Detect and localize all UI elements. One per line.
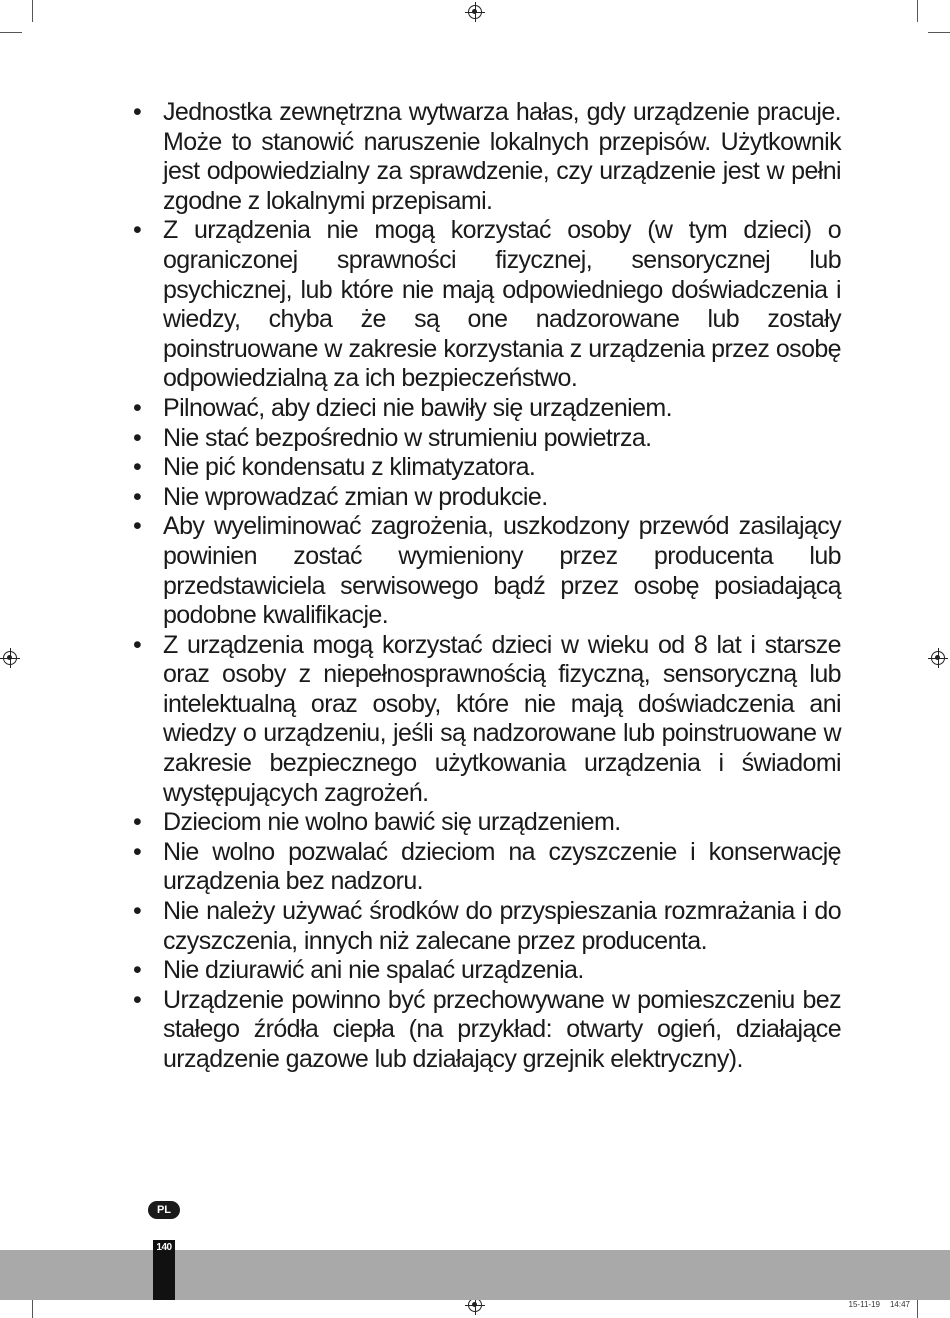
list-item-text: Urządzenie powinno być przechowywane w pomieszczeniu bez stałego źródła ciepła (na przykład: otwarty ogień, działające urządzenie gazowe lub działający grzejnik elektryczny). [163,985,841,1073]
list-item [133,897,841,956]
footer-bar [0,1250,950,1300]
bullet-icon: • [133,897,142,926]
list-item [133,631,841,809]
list-item [133,986,841,1075]
bullet-icon: • [133,453,142,482]
bullet-icon: • [133,837,142,866]
crop-mark [928,32,950,33]
bullet-icon: • [133,808,142,837]
list-item-text: Z urządzenia mogą korzystać dzieci w wieku od 8 lat i starsze oraz osoby z niepełnosprawnością fizyczną, sensoryczną lub intelektualną oraz osoby, które nie mają doświadczenia ani wiedzy o urządzeniu, jeśli są nadzorowane lub poinstruowane w zakresie bezpiecznego użytkowania urządzenia i świadomi występujących zagrożeń. [163,630,841,807]
list-item-text: Aby wyeliminować zagrożenia, uszkodzony przewód zasilający powinien zostać wymieniony przez producenta lub przedstawiciela serwisowego bądź przez osobę posiadającą podobne kwalifikacje. [163,512,841,630]
bullet-icon: • [133,985,142,1014]
list-item-text: Pilnować, aby dzieci nie bawiły się urządzeniem. [163,393,672,422]
crop-mark [32,0,33,22]
page-tab [153,1240,175,1300]
language-badge: PL [148,1201,180,1219]
list-item-text: Nie dziurawić ani nie spalać urządzenia. [163,956,584,985]
bullet-icon: • [133,512,142,541]
crop-mark [917,0,918,22]
list-item [133,483,841,513]
list-item-text: Z urządzenia nie mogą korzystać osoby (w tym dzieci) o ograniczonej sprawności fizycznej, sensorycznej lub psychicznej, lub które nie mają odpowiedniego doświadczenia i wiedzy, chyba że są one nadzorowane lub zostały poinstruowane w zakresie korzystania z urządzenia przez osobę odpowiedzialną za ich bezpieczeństwo. [163,216,841,393]
bullet-icon: • [133,98,142,126]
registration-mark-icon [468,5,482,19]
print-time: 14:47 [889,1300,910,1309]
list-item [133,512,841,630]
bullet-icon: • [133,482,142,511]
list-item-text: Jednostka zewnętrzna wytwarza hałas, gdy urządzenie pracuje. Może to stanowić naruszenie lokalnych przepisów. Użytkownik jest odpowiedzialny za sprawdzenie, czy urządzenie jest w pełni zgodne z lokalnymi przepisami. [163,98,841,215]
registration-mark-icon [468,1298,482,1312]
print-stamp [849,1300,910,1309]
print-date: 15-11-19 [848,1300,880,1309]
list-item [133,453,841,483]
safety-instructions-list [133,98,841,1075]
list-item-text: Nie wprowadzać zmian w produkcie. [163,482,548,511]
list-item [133,808,841,838]
bullet-icon: • [133,956,142,985]
list-item [133,216,841,394]
page-number: 140 [156,1242,172,1253]
list-item-text: Nie pić kondensatu z klimatyzatora. [163,453,536,482]
registration-mark-icon [3,651,17,665]
list-item-text: Nie należy używać środków do przyspieszania rozmrażania i do czyszczenia, innych niż zalecane przez producenta. [163,897,841,955]
list-item [133,424,841,454]
bullet-icon: • [133,423,142,452]
list-item-text: Nie stać bezpośrednio w strumieniu powietrza. [163,423,652,452]
crop-mark [0,32,22,33]
registration-mark-icon [931,651,945,665]
bullet-icon: • [133,630,142,659]
bullet-icon: • [133,216,142,245]
list-item [133,956,841,986]
list-item [133,394,841,424]
list-item-text: Nie wolno pozwalać dzieciom na czyszczenie i konserwację urządzenia bez nadzoru. [163,837,841,896]
list-item [133,98,841,216]
list-item [133,838,841,897]
bullet-icon: • [133,393,142,422]
list-item-text: Dzieciom nie wolno bawić się urządzeniem. [163,808,621,837]
